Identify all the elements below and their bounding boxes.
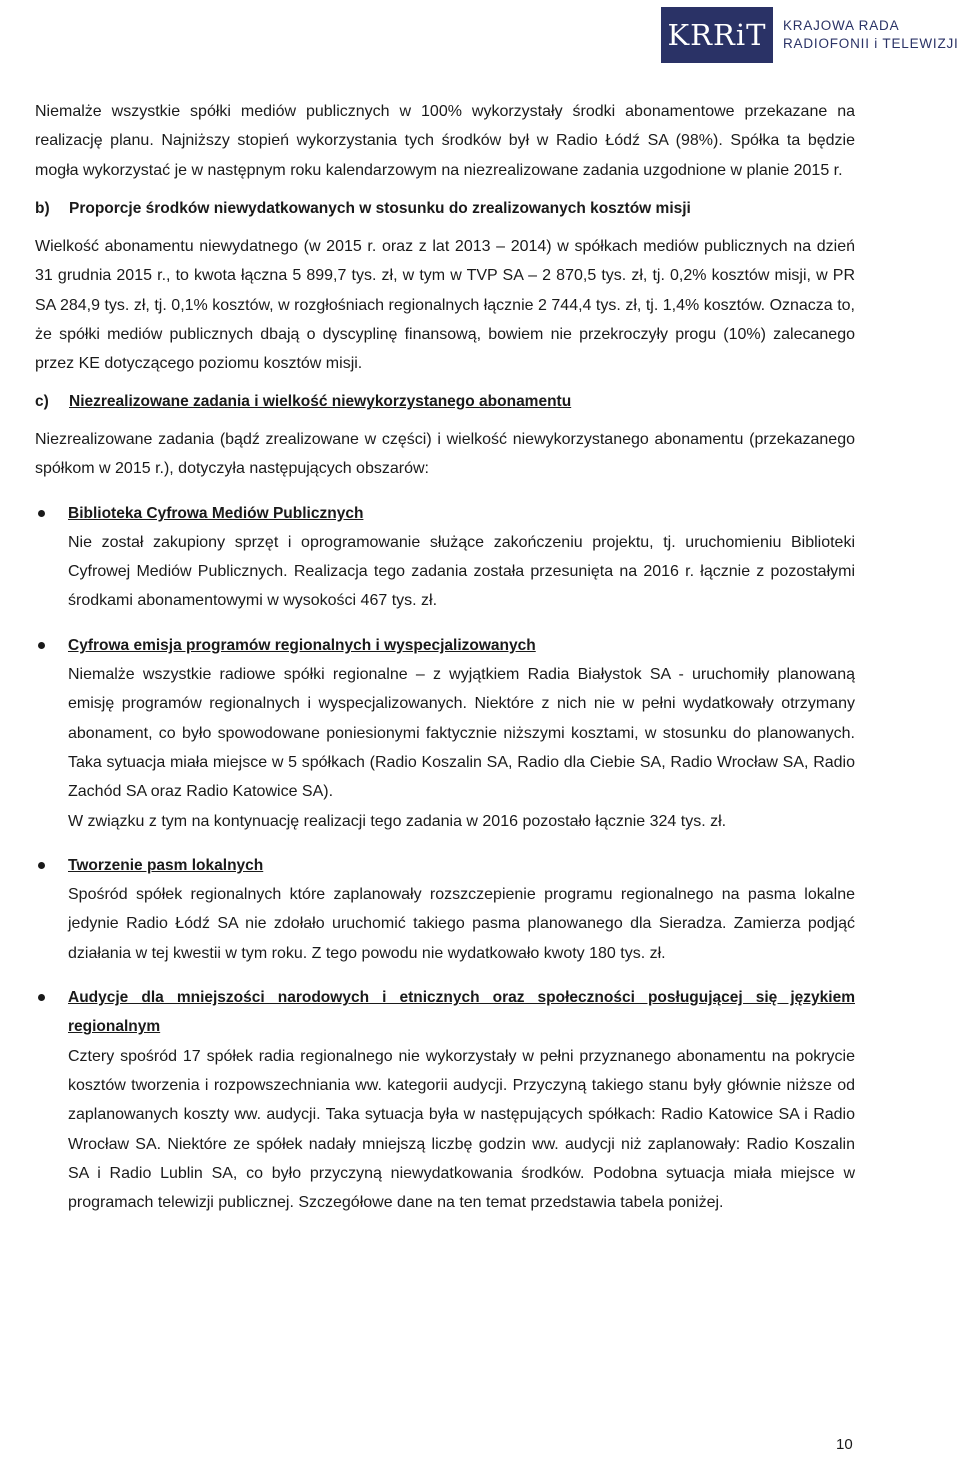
list-item-text: Spośród spółek regionalnych które zaplanowały rozszczepienie programu regionalnego na pasma lokalne jedynie Radio Łódź SA nie zdołało uruchomić takiego pasma planowanego dla Sieradza. Zamierza podjąć działania w tej kwestii w tym roku. Z tego powodu nie wydatkowało kwoty 180 tys. zł. [68, 886, 855, 962]
list-item [35, 851, 855, 968]
list-item-title: Biblioteka Cyfrowa Mediów Publicznych [68, 504, 364, 522]
list-item-text: W związku z tym na kontynuację realizacji tego zadania w 2016 pozostało łącznie 324 tys. zł. [68, 812, 727, 830]
logo-line-1: KRAJOWA RADA [783, 18, 900, 33]
list-item [35, 631, 855, 836]
list-item-text: Niemalże wszystkie radiowe spółki regionalne – z wyjątkiem Radia Białystok SA - uruchomiły planowaną emisję programów regionalnych i wyspecjalizowanych. Niektóre z nich nie w pełni wydatkowały otrzymany abonament, co było spowodowane poniesionymi faktycznie niższymi kosztami, w stosunku do planowanych. Taka sytuacja miała miejsce w 5 spółkach (Radio Koszalin SA, Radio dla Ciebie SA, Radio Wrocław SA, Radio Zachód SA oraz Radio Katowice SA). [68, 666, 855, 801]
section-b-body: Wielkość abonamentu niewydatnego (w 2015 r. oraz z lat 2013 – 2014) w spółkach mediów publicznych na dzień 31 grudnia 2015 r., to kwota łączna 5 899,7 tys. zł, w tym w TVP SA – 2 870,5 tys. zł, tj. 0,2% kosztów misji, w PR SA 284,9 tys. zł, tj. 0,1% kosztów, w rozgłośniach regionalnych łącznie 2 744,4 tys. zł, tj. 1,4% kosztów. Oznacza to, że spółki mediów publicznych dbają o dyscyplinę finansową, bowiem nie przekroczyły progu (10%) zalecanego przez KE dotyczącego poziomu kosztów misji. [35, 238, 855, 373]
list-item [35, 983, 855, 1217]
logo-wordmark [783, 17, 959, 53]
intro-paragraph: Niemalże wszystkie spółki mediów publicznych w 100% wykorzystały środki abonamentowe przekazane na realizację planu. Najniższy stopień wykorzystania tych środków był w Radio Łódź SA (98%). Spółka ta będzie mogła wykorzystać je w następnym roku kalendarzowym na niezrealizowane zadania uzgodnione w planie 2015 r. [35, 103, 855, 179]
document-body [35, 97, 855, 1217]
list-item-text: Nie został zakupiony sprzęt i oprogramowanie służące zakończeniu projektu, tj. uruchomieniu Biblioteki Cyfrowej Mediów Publicznych. Realizacja tego zadania została przesunięta na 2016 r. łącznie z pozostałymi środkami abonamentowymi w wysokości 467 tys. zł. [68, 533, 855, 610]
logo-line-2: RADIOFONII i TELEWIZJI [783, 36, 959, 51]
section-c-heading [35, 387, 855, 416]
section-c-label: c) [35, 392, 49, 410]
list-item-title: Cyfrowa emisja programów regionalnych i wyspecjalizowanych [68, 636, 536, 654]
section-b-heading [35, 194, 855, 223]
section-b-label: b) [35, 199, 50, 217]
list-item-title: Tworzenie pasm lokalnych [68, 856, 264, 874]
page-number: 10 [836, 1436, 853, 1453]
section-c-title: Niezrealizowane zadania i wielkość niewykorzystanego abonamentu [69, 392, 572, 410]
list-item-text: Cztery spośród 17 spółek radia regionalnego nie wykorzystały w pełni przyznanego abonamentu na pokrycie kosztów tworzenia i rozpowszechniania ww. kategorii audycji. Przyczyną takiego stanu były głównie niższe od zaplanowanych koszty ww. audycji. Taka sytuacja była w następujących spółkach: Radio Katowice SA i Radio Wrocław SA. Niektóre ze spółek nadały mniejszą liczbę godzin ww. audycji niż zaplanowały: Radio Koszalin SA i Radio Lublin SA, co było przyczyną niewydatkowania środków. Podobna sytuacja miała miejsce w programach telewizji publicznej. Szczegółowe dane na ten temat przedstawia tabela poniżej. [68, 1047, 855, 1212]
list-item-title: Audycje dla mniejszości narodowych i etnicznych oraz społeczności posługującej się językiem regionalnym [68, 989, 855, 1036]
areas-list [35, 499, 855, 1218]
section-c-body: Niezrealizowane zadania (bądź zrealizowane w części) i wielkość niewykorzystanego abonamentu (przekazanego spółkom w 2015 r.), dotyczyła następujących obszarów: [35, 430, 855, 478]
logo-mark: KRRiT [661, 7, 773, 63]
section-b-title: Proporcje środków niewydatkowanych w stosunku do zrealizowanych kosztów misji [69, 199, 691, 217]
krrit-logo [661, 6, 959, 64]
list-item [35, 499, 855, 616]
